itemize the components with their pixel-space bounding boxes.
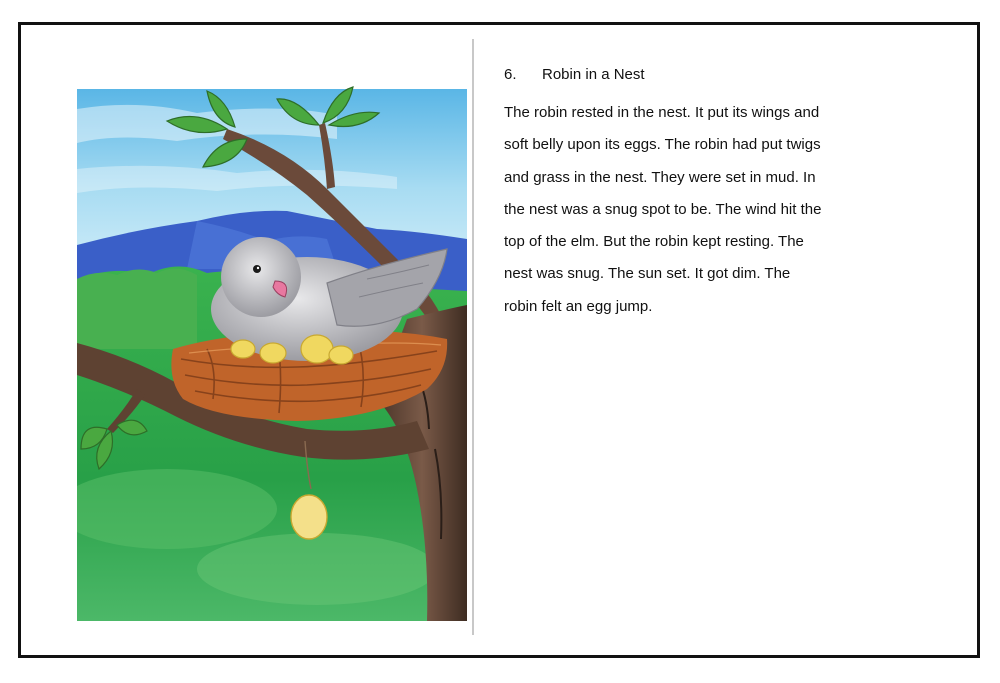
story-line: top of the elm. But the robin kept resting. The bbox=[504, 233, 804, 251]
robin-eye bbox=[253, 265, 261, 273]
story-heading bbox=[504, 65, 904, 85]
story-illustration bbox=[77, 69, 467, 621]
robin-nest-picture bbox=[77, 69, 467, 621]
story-line: and grass in the nest. They were set in mud. In bbox=[504, 168, 816, 186]
falling-egg bbox=[291, 495, 327, 539]
story-line: the nest was a snug spot to be. The wind hit the bbox=[504, 200, 822, 218]
story-line: The robin rested in the nest. It put its wings and bbox=[504, 104, 820, 121]
story-number: 6. bbox=[504, 66, 517, 83]
page-divider bbox=[472, 39, 474, 635]
story-line: soft belly upon its eggs. The robin had put twigs bbox=[504, 136, 821, 154]
story-line: nest was snug. The sun set. It got dim. The bbox=[504, 265, 791, 283]
book-page bbox=[18, 22, 980, 658]
story-line: robin felt an egg jump. bbox=[504, 297, 653, 315]
story-text bbox=[504, 65, 904, 323]
story-title: Robin in a Nest bbox=[542, 66, 645, 83]
robin-head bbox=[221, 237, 301, 317]
